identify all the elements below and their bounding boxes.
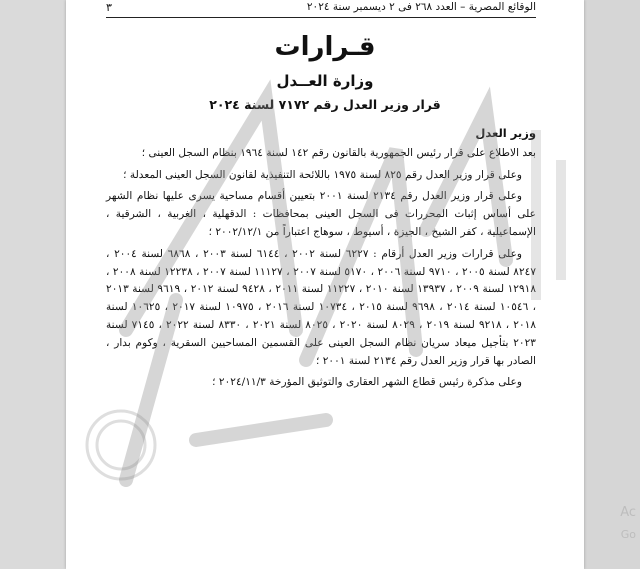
header-text: الوقائع المصرية – العدد ٢٦٨ فى ٢ ديسمبر سنة ٢٠٢٤ (306, 1, 536, 13)
right-margin (584, 0, 640, 569)
paragraph-3: وعلى قرار وزير العدل رقم ٢١٣٤ لسنة ٢٠٠١ بتعيين أقسام مساحية يسرى عليها نظام الشهر على أساس إثبات المحررات فى السجل العينى بمحافظات : الدقهلية ، الغربية ، الشرقية ، الإسماعيلية ، كفر الشيخ ، الجيزة ، أسيوط ، سوهاج اعتباراً من ٢٠٠٢/١٢/١ ؛ (106, 190, 536, 238)
paragraph-5: وعلى مذكرة رئيس قطاع الشهر العقارى والتوثيق المؤرخة ٢٠٢٤/١١/٣ ؛ (212, 376, 522, 389)
section-title: قـرارات (274, 32, 376, 62)
page-number: ٣ (106, 1, 112, 14)
paragraph-4: وعلى قرارات وزير العدل أرقام : ٦٢٢٧ لسنة ٢٠٠٢ ، ٦١٤٤ لسنة ٢٠٠٣ ، ٦٨٦٨ لسنة ٢٠٠٤ ، ٨٢٤٧ لسنة ٢٠٠٥ ، ٩٧١٠ لسنة ٢٠٠٦ ، ٥١٧٠ لسنة ٢٠٠٧ ، ١١١٢٧ لسنة ٢٠٠٧ ، ١٢٢٣٨ لسنة ٢٠٠٨ ، ١٢٩١٨ لسنة ٢٠٠٩ ، ١٣٩٣٧ لسنة ٢٠١٠ ، ١١٢٢٧ لسنة ٢٠١١ ، ٩٤٢٨ لسنة ٢٠١٢ ، ٩٦١٩ لسنة ٢٠١٣ ، ١٠٥٤٦ لسنة ٢٠١٤ ، ٩٦٩٨ لسنة ٢٠١٥ ، ١٠٧٣٤ لسنة ٢٠١٦ ، ١٠٩٧٥ لسنة ٢٠١٧ ، ١٠٦٢٥ لسنة ٢٠١٨ ، ٩٢١٨ لسنة ٢٠١٩ ، ٨٠٢٩ لسنة ٢٠٢٠ ، ٨٠٢٥ لسنة ٢٠٢١ ، ٨٣٣٠ لسنة ٢٠٢٢ ، ٧١٤٥ لسنة ٢٠٢٣ بتأجيل ميعاد سريان نظام السجل العينى على القسمين المساحيين السقرية ، وكوم بدار ، الصادر بها قرار وزير العدل رقم ٢١٣٤ لسنة ٢٠٠١ ؛ (106, 247, 537, 367)
ministry-name: وزارة العــدل (276, 72, 374, 90)
minister-heading: وزير العدل (475, 126, 536, 140)
document-page (66, 0, 584, 569)
decree-title: قرار وزير العدل رقم ٧١٧٢ لسنة ٢٠٢٤ (209, 97, 441, 112)
paragraph-2: وعلى قرار وزير العدل رقم ٨٢٥ لسنة ١٩٧٥ باللائحة التنفيذية لقانون السجل العينى المعدلة ؛ (123, 168, 522, 181)
page-header (106, 1, 536, 18)
margin-text-1: Ac (620, 505, 636, 520)
paragraph-1: بعد الاطلاع على قرار رئيس الجمهورية بالقانون رقم ١٤٢ لسنة ١٩٦٤ بنظام السجل العينى ؛ (141, 146, 536, 159)
left-margin (0, 0, 66, 569)
margin-text-2: Go (620, 528, 636, 541)
document-body (106, 125, 536, 396)
